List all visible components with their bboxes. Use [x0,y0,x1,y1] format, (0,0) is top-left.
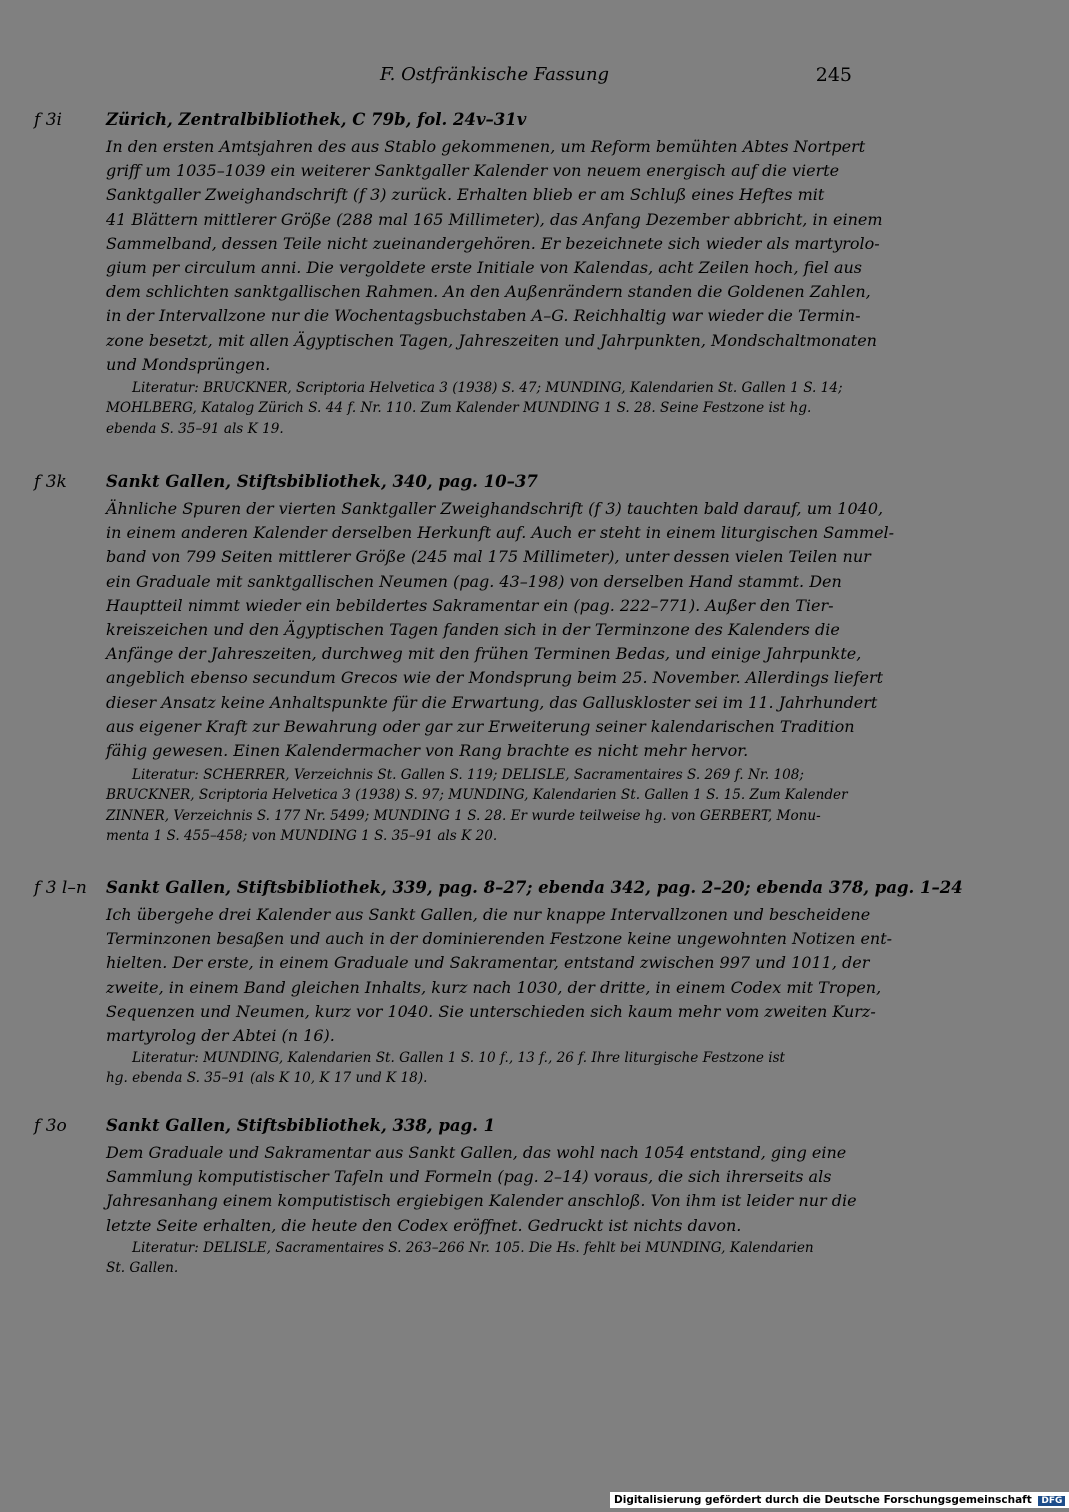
body-line: letzte Seite erhalten, die heute den Codex eröffnet. Gedruckt ist nichts davon. [106,1215,742,1235]
literature-line: Literatur: MUNDING, Kalendarien St. Gallen 1 S. 10 f., 13 f., 26 f. Ihre liturgische Festzone ist [132,1050,786,1066]
entry-siglum: f 3i [34,110,62,130]
running-title: F. Ostfränkische Fassung [380,64,610,85]
literature-line: BRUCKNER, Scriptoria Helvetica 3 (1938) S. 97; MUNDING, Kalendarien St. Gallen 1 S. 15. Zum Kalender [106,787,848,804]
entry-siglum: f 3o [34,1116,67,1136]
literature-note [106,1238,856,1279]
page-number: 245 [815,64,852,86]
body-line: Sammelband, dessen Teile nicht zueinandergehören. Er bezeichnete sich wieder als martyrolo- [106,233,880,253]
body-line: in einem anderen Kalender derselben Herkunft auf. Auch er steht in einem liturgischen Sammel- [106,523,895,543]
entry-body [106,1141,856,1238]
body-line: Hauptteil nimmt wieder ein bebildertes Sakramentar ein (pag. 222–771). Außer den Tier- [106,595,834,615]
manuscript-heading: Sankt Gallen, Stiftsbibliothek, 340, pag. 10–37 [106,472,538,491]
manuscript-heading: Sankt Gallen, Stiftsbibliothek, 338, pag. 1 [106,1116,496,1135]
body-line: fähig gewesen. Einen Kalendermacher von Rang brachte es nicht mehr hervor. [106,740,749,760]
manuscript-heading: Zürich, Zentralbibliothek, C 79b, fol. 24v–31v [106,110,527,129]
entry-body [106,135,883,377]
literature-line: Literatur: BRUCKNER, Scriptoria Helvetica 3 (1938) S. 47; MUNDING, Kalendarien St. Gallen 1 S. 14; [132,380,843,396]
literature-note [106,1048,856,1089]
body-line: ein Graduale mit sanktgallischen Neumen (pag. 43–198) von derselben Hand stammt. Den [106,571,842,591]
body-line: Dem Graduale und Sakramentar aus Sankt Gallen, das wohl nach 1054 entstand, ging eine [106,1143,847,1162]
body-line: Sammlung komputistischer Tafeln und Formeln (pag. 2–14) voraus, die sich ihrerseits als [106,1167,832,1187]
literature-line: ZINNER, Verzeichnis S. 177 Nr. 5499; MUNDING 1 S. 28. Er wurde teilweise hg. von GERBERT, Monu- [106,807,821,824]
body-line: 41 Blättern mittlerer Größe (288 mal 165 Millimeter), das Anfang Dezember abbricht, in einem [106,209,883,229]
literature-line: ebenda S. 35–91 als K 19. [106,420,284,437]
body-line: band von 799 Seiten mittlerer Größe (245 mal 175 Millimeter), unter dessen vielen Teilen nur [106,547,871,567]
entry-siglum: f 3 l–n [34,878,87,898]
body-line: Jahresanhang einem komputistisch ergiebigen Kalender anschloß. Von ihm ist leider nur die [106,1191,857,1211]
body-line: in der Intervallzone nur die Wochentagsbuchstaben A–G. Reichhaltig war wieder die Termin- [106,306,861,326]
dfg-logo: DFG [1038,1496,1065,1506]
body-line: Sanktgaller Zweighandschrift (f 3) zurück. Erhalten blieb er am Schluß eines Heftes mit [106,185,825,205]
body-line: Sequenzen und Neumen, kurz vor 1040. Sie unterschieden sich kaum mehr vom zweiten Kurz- [106,1001,876,1021]
literature-line: Literatur: SCHERRER, Verzeichnis St. Gallen S. 119; DELISLE, Sacramentaires S. 269 f. Nr. 108; [132,767,805,783]
body-line: zone besetzt, mit allen Ägyptischen Tagen, Jahreszeiten und Jahrpunkten, Mondschaltmonaten [106,330,877,350]
literature-line: MOHLBERG, Katalog Zürich S. 44 f. Nr. 110. Zum Kalender MUNDING 1 S. 28. Seine Festzone ist hg. [106,400,812,417]
literature-line: hg. ebenda S. 35–91 (als K 10, K 17 und K 18). [106,1070,428,1087]
literature-note [106,378,856,439]
digitization-footer [610,1492,1069,1508]
body-line: griff um 1035–1039 ein weiterer Sanktgaller Kalender von neuem energisch auf die vierte [106,161,840,181]
literature-line: Literatur: DELISLE, Sacramentaires S. 263–266 Nr. 105. Die Hs. fehlt bei MUNDING, Kalendarien [132,1240,814,1256]
body-line: kreiszeichen und den Ägyptischen Tagen fanden sich in der Terminzone des Kalenders die [106,619,840,639]
entry-body [106,497,895,763]
body-line: Terminzonen besaßen und auch in der dominierenden Festzone keine ungewohnten Notizen ent- [106,929,893,949]
body-line: Ähnliche Spuren der vierten Sanktgaller Zweighandschrift (f 3) tauchten bald darauf, um 1040, [106,499,884,518]
body-line: In den ersten Amtsjahren des aus Stablo gekommenen, um Reform bemühten Abtes Nortpert [106,137,866,156]
body-line: dieser Ansatz keine Anhaltspunkte für die Erwartung, das Galluskloster sei im 11. Jahrhundert [106,692,878,712]
body-line: hielten. Der erste, in einem Graduale und Sakramentar, entstand zwischen 997 und 1011, der [106,953,870,973]
body-line: aus eigener Kraft zur Bewahrung oder gar zur Erweiterung seiner kalendarischen Tradition [106,716,855,736]
literature-line: St. Gallen. [106,1260,179,1277]
body-line: gium per circulum anni. Die vergoldete erste Initiale von Kalendas, acht Zeilen hoch, fiel aus [106,257,863,277]
entry-siglum: f 3k [34,472,67,492]
footer-text: Digitalisierung gefördert durch die Deutsche Forschungsgemeinschaft [614,1494,1032,1506]
body-line: zweite, in einem Band gleichen Inhalts, kurz nach 1030, der dritte, in einem Codex mit Tropen, [106,977,882,997]
manuscript-heading: Sankt Gallen, Stiftsbibliothek, 339, pag. 8–27; ebenda 342, pag. 2–20; ebenda 378, pag. 1–24 [106,878,963,897]
body-line: und Mondsprüngen. [106,354,271,374]
body-line: martyrolog der Abtei (n 16). [106,1025,335,1045]
body-line: Anfänge der Jahreszeiten, durchweg mit den frühen Terminen Bedas, und einige Jahrpunkte, [106,644,862,664]
running-header [0,64,1000,94]
literature-note [106,765,856,846]
entry-body [106,903,893,1048]
body-line: dem schlichten sanktgallischen Rahmen. An den Außenrändern standen die Goldenen Zahlen, [106,282,871,302]
body-line: angeblich ebenso secundum Grecos wie der Mondsprung beim 25. November. Allerdings liefert [106,668,884,688]
literature-line: menta 1 S. 455–458; von MUNDING 1 S. 35–91 als K 20. [106,827,498,844]
body-line: Ich übergehe drei Kalender aus Sankt Gallen, die nur knappe Intervallzonen und bescheidene [106,905,871,924]
